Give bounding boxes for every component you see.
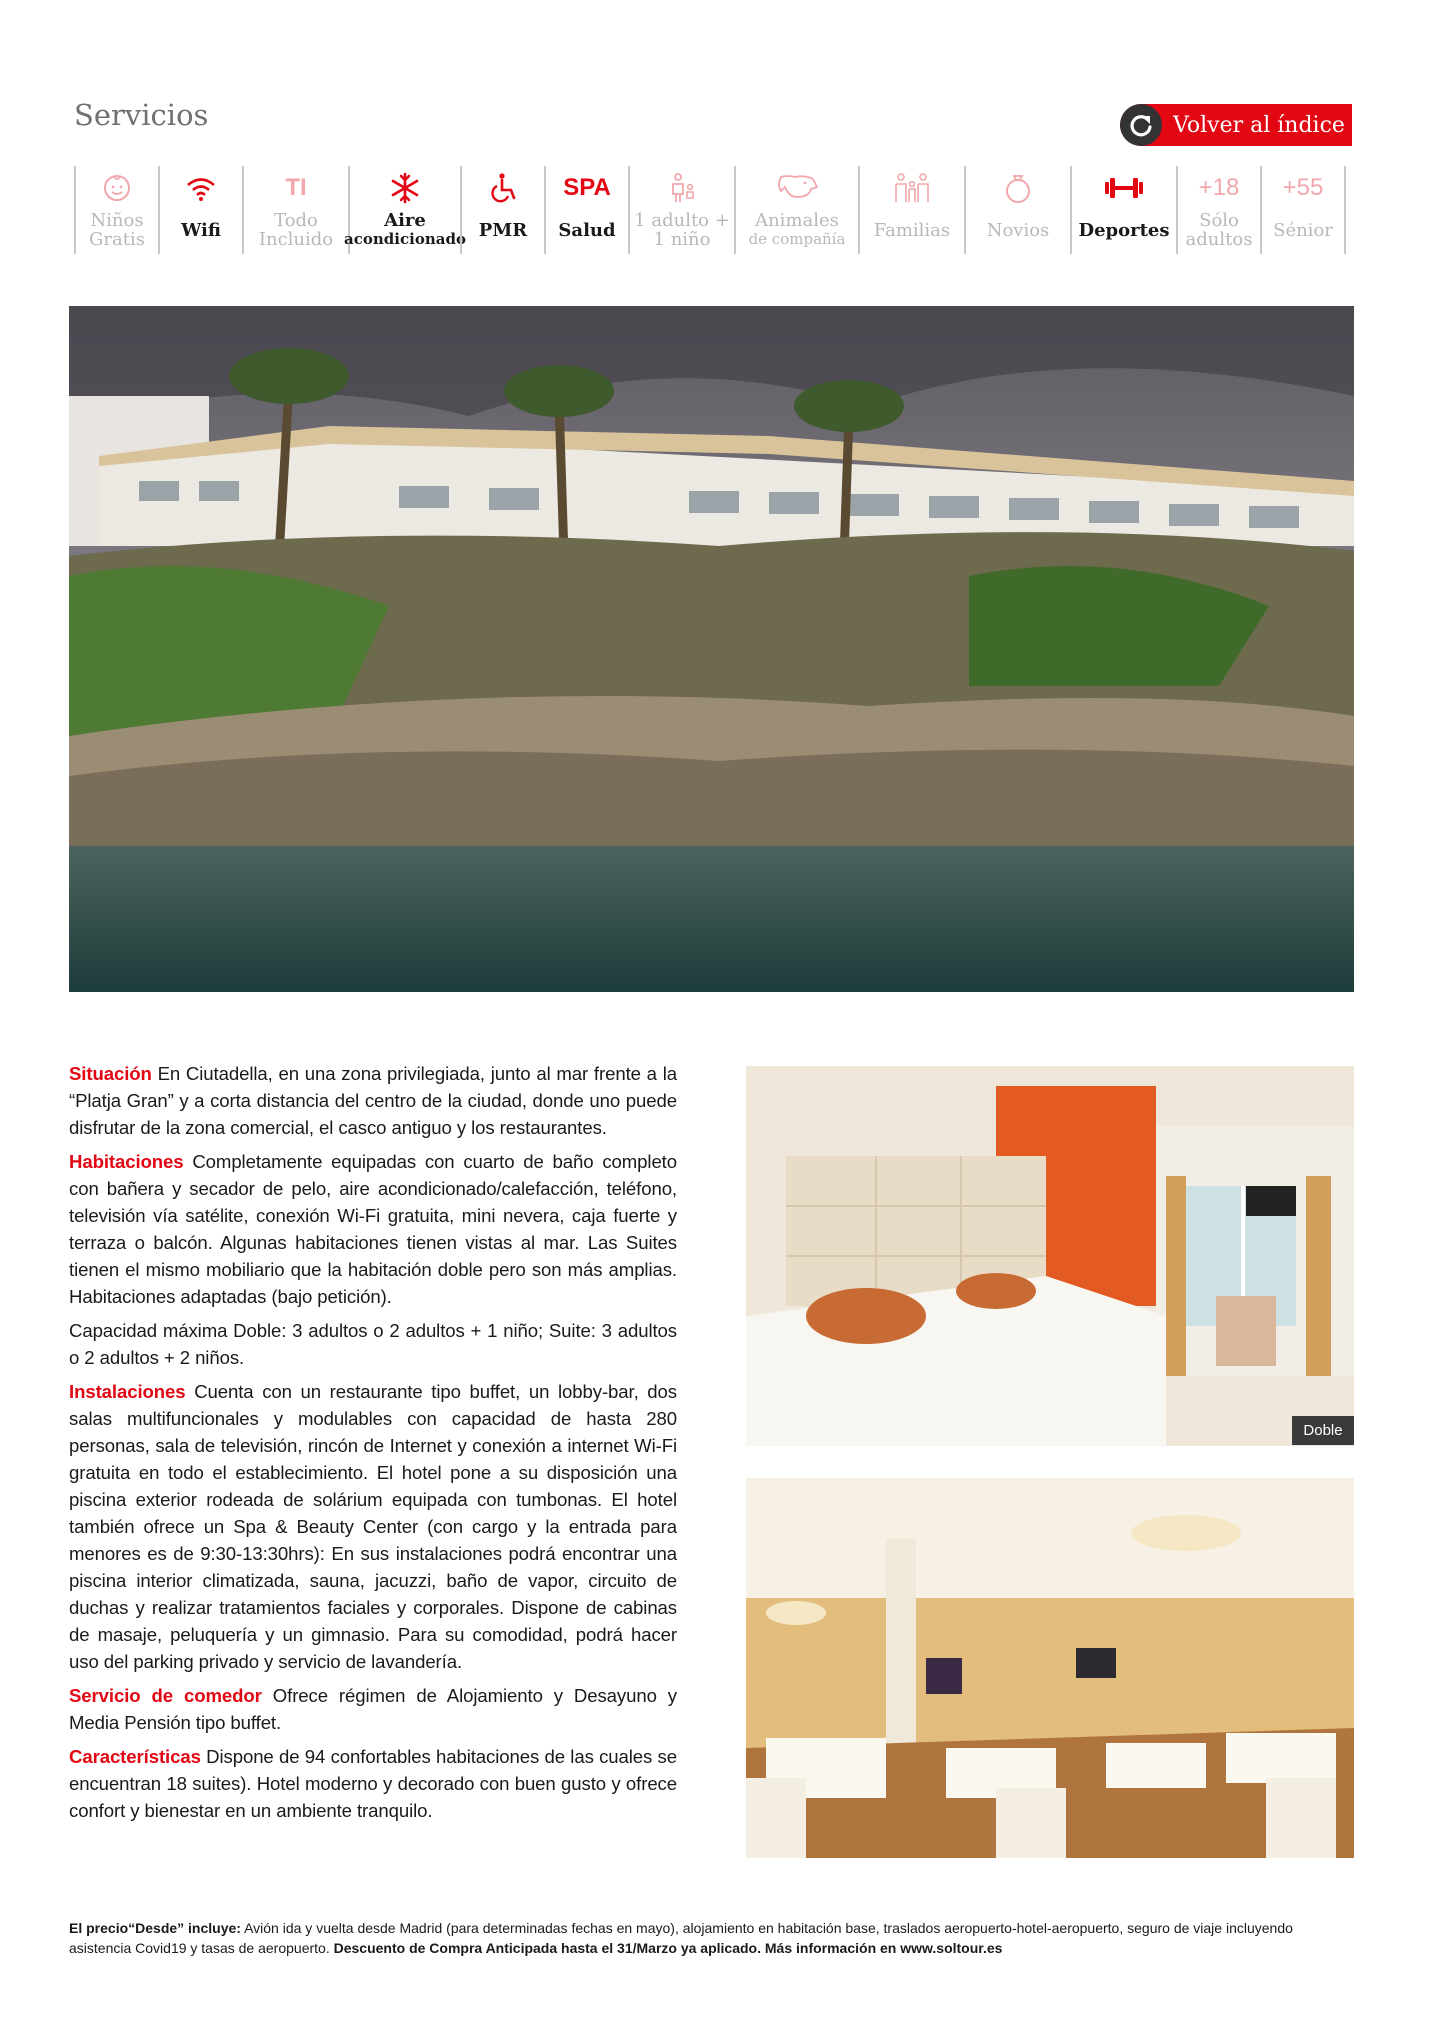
situacion-text: En Ciutadella, en una zona privilegiada, junto al mar frente a la “Platja Gran” y a corta distancia del centro de la ciudad, donde uno puede disfrutar de la zona comercial, el casco antiguo y los restaurantes. <box>69 1063 677 1138</box>
habitaciones-paragraph <box>69 1148 677 1310</box>
service-label-line1: Sólo <box>1199 210 1239 231</box>
price-footnote <box>69 1918 1359 1958</box>
comedor-paragraph <box>69 1682 677 1736</box>
service-label-line2: Incluido <box>258 229 334 250</box>
service-label-line1: Aire <box>384 210 426 231</box>
service-solo-adultos <box>1176 166 1260 254</box>
child-face-icon <box>102 166 132 210</box>
caracteristicas-keyword: Características <box>69 1746 201 1767</box>
habitaciones-text: Completamente equipadas con cuarto de baño completo con bañera y secador de pelo, aire acondicionado/calefacción, teléfono, televisión vía satélite, conexión Wi-Fi gratuita, mini nevera, caja fuerte y terraza o balcón. Algunas habitaciones tienen vistas al mar. Las Suites tienen el mismo mobiliario que la habitación doble pero son más amplias. Habitaciones adaptadas (bajo petición). <box>69 1151 677 1307</box>
service-aire-acondicionado <box>344 166 466 254</box>
service-label-line1: Niños <box>90 210 144 231</box>
service-ninos-gratis <box>74 166 158 254</box>
service-pmr <box>460 166 544 254</box>
wheelchair-icon <box>487 166 519 210</box>
footnote-text: Avión ida y vuelta desde Madrid (para determinadas fechas en mayo), alojamiento en habitación base, traslados aeropuerto-hotel-aeropuerto, seguro de viaje incluyendo asistencia Covid19 y tasas de aeropuerto. <box>69 1920 1293 1956</box>
service-label-line2: de compañía <box>748 230 846 248</box>
dumbbell-icon <box>1102 166 1146 210</box>
comedor-text: Ofrece régimen de Alojamiento y Desayuno y Media Pensión tipo buffet. <box>69 1685 677 1733</box>
plus18-icon: +18 <box>1198 174 1240 201</box>
service-todo-incluido <box>242 166 348 254</box>
dog-icon <box>775 166 819 210</box>
footnote-lead: El precio“Desde” incluye: <box>69 1920 241 1936</box>
service-label-line1: Sénior <box>1273 219 1333 241</box>
service-salud <box>544 166 628 254</box>
capacidad-paragraph: Capacidad máxima Doble: 3 adultos o 2 adultos + 1 niño; Suite: 3 adultos o 2 adultos + 2 niños. <box>69 1320 677 1368</box>
hotel-description <box>69 1060 677 1831</box>
service-label-line1: Todo <box>274 210 318 231</box>
section-title: Servicios <box>74 98 209 132</box>
service-novios <box>964 166 1070 254</box>
ring-icon <box>1003 166 1033 210</box>
caracteristicas-paragraph <box>69 1743 677 1824</box>
instalaciones-text: Cuenta con un restaurante tipo buffet, un lobby-bar, dos salas multifuncionales y modulables con capacidad de hasta 280 personas, sala de televisión, rincón de Internet y conexión a internet Wi-Fi gratuita en todo el establecimiento. El hotel pone a su disposición una piscina exterior rodeada de solárium equipada con tumbonas. El hotel también ofrece un Spa & Beauty Center (con cargo y la entrada para menores es de 9:30-13:30hrs): En sus instalaciones podrá encontrar una piscina interior climatizada, sauna, jacuzzi, baño de vapor, circuito de duchas y realizar tratamientos faciales y corporales. Dispone de cabinas de masaje, peluquería y un gimnasio. Para su comodidad, podrá hacer uso del parking privado y servicio de lavandería. <box>69 1381 677 1672</box>
snowflake-icon <box>389 166 421 210</box>
service-label-line1: Animales <box>755 210 839 231</box>
room-caption: Doble <box>1292 1416 1354 1445</box>
service-senior <box>1260 166 1346 254</box>
plus55-icon: +55 <box>1282 174 1324 201</box>
service-familias <box>858 166 964 254</box>
refresh-arrow-icon <box>1120 104 1162 146</box>
ti-icon: TI <box>285 174 307 201</box>
service-label-line2: 1 niño <box>653 229 711 250</box>
instalaciones-keyword: Instalaciones <box>69 1381 186 1402</box>
service-label-line1: Deportes <box>1078 219 1170 241</box>
service-label-line2: Gratis <box>89 229 145 250</box>
service-label-line1: Novios <box>986 219 1050 241</box>
back-to-index-label: Volver al índice <box>1173 112 1345 138</box>
caracteristicas-text: Dispone de 94 confortables habitaciones de las cuales se encuentran 18 suites). Hotel moderno y decorado con buen gusto y ofrece confort y bienestar en un ambiente tranquilo. <box>69 1746 677 1821</box>
service-wifi <box>158 166 242 254</box>
service-label-line1: PMR <box>478 219 528 241</box>
comedor-keyword: Servicio de comedor <box>69 1685 262 1706</box>
habitaciones-keyword: Habitaciones <box>69 1151 184 1172</box>
service-label-line1: Wifi <box>181 219 221 241</box>
footnote-bold-tail: Descuento de Compra Anticipada hasta el 31/Marzo ya aplicado. Más información en www.soltour.es <box>333 1940 1003 1956</box>
restaurant-photo <box>746 1478 1354 1858</box>
situacion-keyword: Situación <box>69 1063 152 1084</box>
family-icon <box>893 166 931 210</box>
service-label-line1: Familias <box>873 219 951 241</box>
spa-icon: SPA <box>563 174 611 201</box>
situacion-paragraph <box>69 1060 677 1141</box>
instalaciones-paragraph <box>69 1378 677 1675</box>
back-to-index-button[interactable] <box>1120 104 1352 146</box>
double-room-photo <box>746 1066 1354 1446</box>
service-label-line2: acondicionado <box>344 230 466 248</box>
service-animales <box>734 166 858 254</box>
adult-child-icon <box>667 166 697 210</box>
services-bar <box>74 166 1356 254</box>
service-label-line2: adultos <box>1185 229 1253 250</box>
service-adulto-nino <box>628 166 734 254</box>
service-deportes <box>1070 166 1176 254</box>
service-label-line1: 1 adulto + <box>634 210 730 231</box>
hotel-exterior-photo <box>69 306 1354 992</box>
service-label-line1: Salud <box>558 219 616 241</box>
wifi-icon <box>185 166 217 210</box>
